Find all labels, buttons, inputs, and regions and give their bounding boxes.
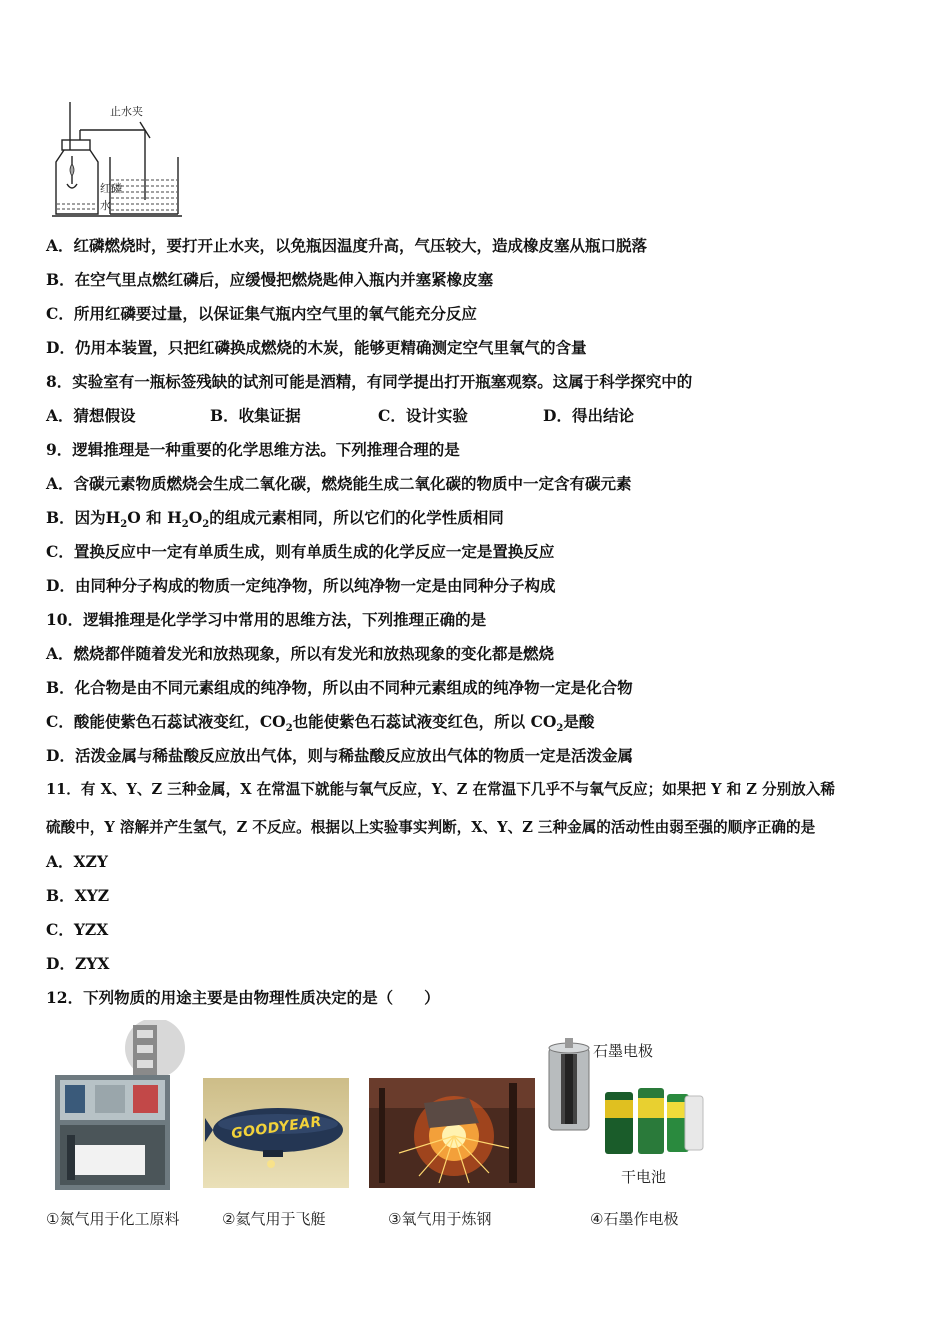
q10-stem: 10．逻辑推理是化学学习中常用的思维方法，下列推理正确的是	[46, 610, 487, 629]
q10-c-middle: 也能使紫色石蕊试液变红色，所以	[292, 712, 526, 731]
phosphorus-label: 红磷	[100, 182, 122, 195]
q9-b-h2o2-sub2: 2	[202, 519, 210, 531]
blimp-lettering: GOODYEAR	[230, 1113, 323, 1143]
caption-helium: ②氦气用于飞艇	[222, 1210, 326, 1228]
q9-option-c: C．置换反应中一定有单质生成，则有单质生成的化学反应一定是置换反应	[46, 542, 555, 561]
q10-c-prefix: C．酸能使紫色石蕊试液变红，	[46, 712, 260, 731]
q9-b-and: 和	[146, 508, 162, 527]
q11-stem-line1: 11．有 X、Y、Z 三种金属，X 在常温下就能与氧气反应，Y、Z 在常温下几乎不与氧气反应；如果把 Y 和 Z 分别放入稀	[46, 781, 835, 798]
q9-b-h2o2-h: H	[167, 508, 182, 527]
q9-b-h2o-o: O	[127, 508, 141, 527]
q9-b-h2o-sub: 2	[120, 519, 128, 531]
q9-option-a: A．含碳元素物质燃烧会生成二氧化碳，燃烧能生成二氧化碳的物质中一定含有碳元素	[46, 474, 632, 493]
q9-option-d: D．由同种分子构成的物质一定纯净物，所以纯净物一定是由同种分子构成	[46, 576, 556, 595]
q10-c-co2: CO	[530, 712, 557, 731]
q7-option-a: A．红磷燃烧时，要打开止水夹，以免瓶因温度升高，气压较大，造成橡皮塞从瓶口脱落	[46, 236, 648, 255]
q11-stem-line2: 硫酸中，Y 溶解并产生氢气，Z 不反应。根据以上实验事实判断，X、Y、Z 三种金属的活动性由弱至强的顺序正确的是	[46, 819, 816, 836]
q7-option-b: B．在空气里点燃红磷后，应缓慢把燃烧匙伸入瓶内并塞紧橡皮塞	[46, 270, 494, 289]
q9-b-suffix: 的组成元素相同，所以它们的化学性质相同	[209, 508, 504, 527]
steelmaking-photo	[369, 1078, 535, 1188]
q12-stem: 12．下列物质的用途主要是由物理性质决定的是（ ）	[46, 988, 440, 1007]
apparatus-figure	[50, 100, 190, 220]
water-label: 水	[100, 199, 111, 212]
q8-stem: 8．实验室有一瓶标签残缺的试剂可能是酒精，有同学提出打开瓶塞观察。这属于科学探究中的	[46, 372, 693, 391]
q10-c-suffix: 是酸	[563, 712, 595, 731]
q10-option-b: B．化合物是由不同元素组成的纯净物，所以由不同种元素组成的纯净物一定是化合物	[46, 678, 633, 697]
q10-c-co: CO	[259, 712, 286, 731]
q9-b-prefix: B．因为	[46, 508, 106, 527]
q10-option-a: A．燃烧都伴随着发光和放热现象，所以有发光和放热现象的变化都是燃烧	[46, 644, 555, 663]
q8-option-a: A．猜想假设	[46, 406, 136, 425]
q9-stem: 9．逻辑推理是一种重要的化学思维方法。下列推理合理的是	[46, 440, 460, 459]
caption-nitrogen: ①氮气用于化工原料	[46, 1210, 180, 1228]
dry-cell-label: 干电池	[621, 1168, 667, 1186]
factory-photo	[55, 1020, 185, 1192]
battery-figure	[545, 1034, 715, 1194]
q10-option-d: D．活泼金属与稀盐酸反应放出气体，则与稀盐酸反应放出气体的物质一定是活泼金属	[46, 746, 633, 765]
q7-option-d: D．仍用本装置，只把红磷换成燃烧的木炭，能够更精确测定空气里氧气的含量	[46, 338, 587, 357]
clamp-label: 止水夹	[110, 105, 143, 118]
graphite-electrode-label: 石墨电极	[593, 1042, 654, 1060]
q10-c-co2-sub: 2	[556, 723, 564, 735]
q7-option-c: C．所用红磷要过量，以保证集气瓶内空气里的氧气能充分反应	[46, 304, 477, 323]
caption-oxygen: ③氧气用于炼钢	[388, 1210, 492, 1228]
q9-b-h2o-h: H	[105, 508, 121, 527]
q11-option-d: D．ZYX	[46, 954, 110, 973]
q8-option-b: B．收集证据	[210, 406, 301, 425]
q11-option-b: B．XYZ	[46, 886, 110, 905]
q10-c-co-sub: 2	[285, 723, 293, 735]
q10-option-c	[46, 712, 594, 739]
q8-option-c: C．设计实验	[378, 406, 468, 425]
q11-option-a: A．XZY	[46, 852, 108, 871]
q8-option-d: D．得出结论	[543, 406, 634, 425]
blimp-photo	[203, 1078, 349, 1188]
caption-graphite: ④石墨作电极	[590, 1210, 679, 1228]
q11-option-c: C．YZX	[46, 920, 109, 939]
q9-b-h2o2-sub1: 2	[181, 519, 189, 531]
q9-option-b	[46, 508, 504, 535]
q9-b-h2o2-o: O	[188, 508, 203, 527]
